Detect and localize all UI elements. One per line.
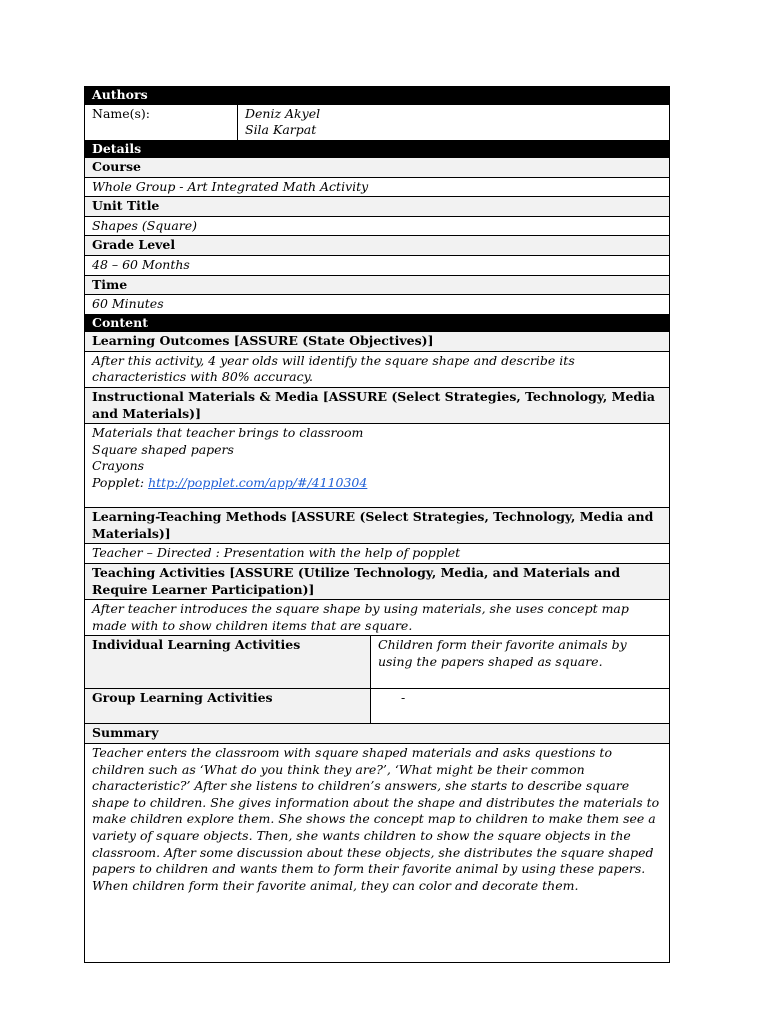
materials-line: Crayons [92,458,145,474]
learning-outcomes-label: Learning Outcomes [ASSURE (State Objectives)] [85,332,669,352]
methods-label: Learning-Teaching Methods [ASSURE (Select Strategies, Technology, Media and Materials)] [85,508,669,544]
group-activities-row [85,689,669,724]
course-value: Whole Group - Art Integrated Math Activity [85,178,669,198]
content-header: Content [85,315,669,333]
popplet-line [92,475,663,492]
authors-header: Authors [85,87,669,105]
grade-level-value: 48 – 60 Months [85,256,669,276]
individual-activities-value: Children form their favorite animals by using the papers shaped as square. [378,637,627,669]
summary-label: Summary [85,724,669,744]
teaching-activities-value: After teacher introduces the square shape by using materials, she uses concept map made with to show children items that are square. [85,600,669,636]
popplet-link[interactable]: http://popplet.com/app/#/4110304 [148,475,368,490]
course-label: Course [85,158,669,178]
materials-value [85,424,669,508]
details-header: Details [85,141,669,159]
unit-title-value: Shapes (Square) [85,217,669,237]
summary-value: Teacher enters the classroom with square shaped materials and asks questions to children such as ‘What do you think they are?’, ‘What might be their common characteristic?’ After she listens to children’s answers, she starts to describe square shape to children. She gives information about the shape and distributes the materials to make children explore them. She shows the concept map to children to make them see a variety of square objects. Then, she wants children to show the square objects in the classroom. After some discussion about these objects, she distributes the square shaped papers to children and wants them to form their favorite animal by using these papers. When children form their favorite animal, they can color and decorate them. [92,744,660,893]
names-row [85,105,669,141]
group-activities-value: - [401,690,406,706]
names-label: Name(s): [85,105,238,140]
materials-label: Instructional Materials & Media [ASSURE (Select Strategies, Technology, Media and Materials)] [85,388,669,424]
group-activities-label: Group Learning Activities [85,689,371,723]
learning-outcomes-value: After this activity, 4 year olds will identify the square shape and describe its characteristics with 80% accuracy. [85,352,669,388]
materials-line: Square shaped papers [92,441,234,457]
time-value: 60 Minutes [85,295,669,315]
methods-value: Teacher – Directed : Presentation with the help of popplet [85,544,669,564]
teaching-activities-label: Teaching Activities [ASSURE (Utilize Technology, Media, and Materials and Require Learner Participation)] [85,564,669,600]
lesson-plan-table [84,86,670,963]
time-label: Time [85,276,669,296]
unit-title-label: Unit Title [85,197,669,217]
materials-line: Materials that teacher brings to classroom [92,425,364,441]
author-name: Deniz Akyel [245,105,321,121]
individual-activities-row [85,636,669,689]
names-value [238,105,669,140]
popplet-prefix: Popplet: [92,475,145,490]
author-name: Sila Karpat [245,122,317,138]
individual-activities-label: Individual Learning Activities [85,636,371,688]
grade-level-label: Grade Level [85,236,669,256]
